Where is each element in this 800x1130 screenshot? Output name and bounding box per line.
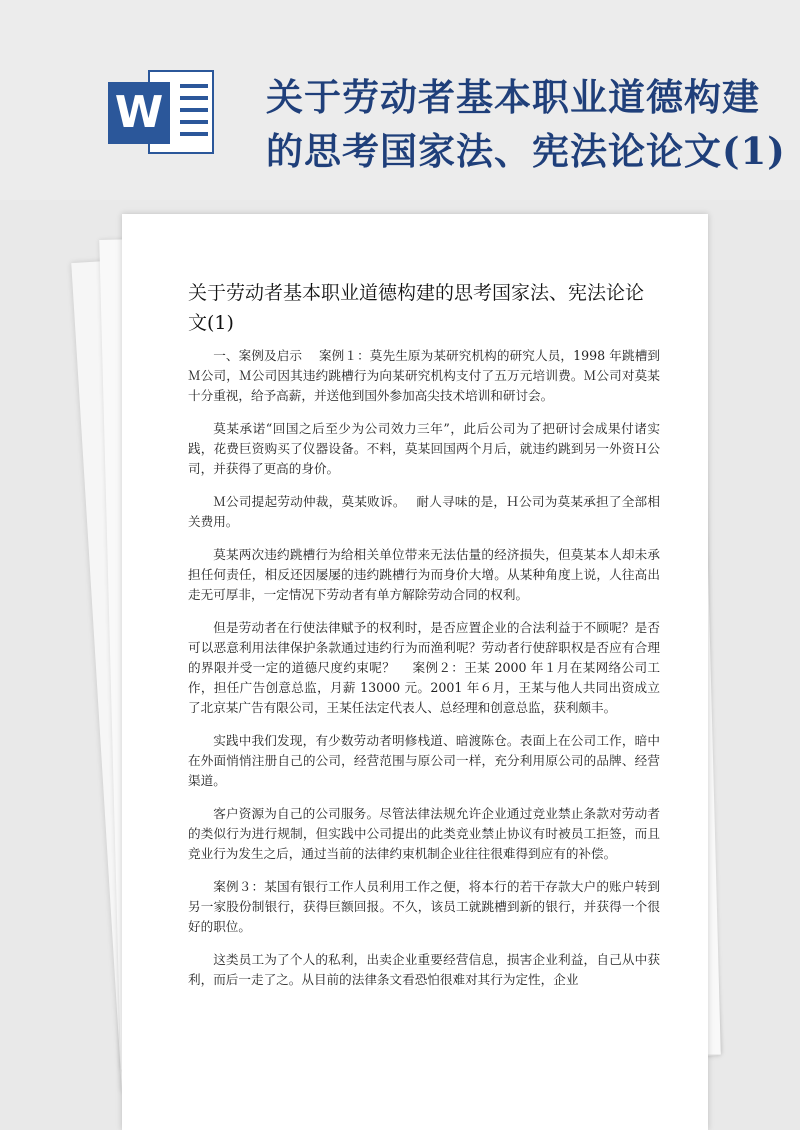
document-page	[122, 214, 708, 1130]
document-title: 关于劳动者基本职业道德构建的思考国家法、宪法论论文(1)	[188, 282, 645, 334]
paragraph-7: 客户资源为自己的公司服务。尽管法律法规允许企业通过竞业禁止条款对劳动者的类似行为进行规制，但实践中公司提出的此类竞业禁止协议有时被员工拒签，而且竞业行为发生之后，通过当前的法律约束机制企业往往很难得到应有的补偿。	[188, 806, 660, 861]
paragraph-8: 案例３：某国有银行工作人员利用工作之便，将本行的若干存款大户的账户转到另一家股份制银行，获得巨额回报。不久，该员工就跳槽到新的银行，并获得一个很好的职位。	[188, 879, 660, 934]
paragraph-9: 这类员工为了个人的私利，出卖企业重要经营信息，损害企业利益，自己从中获利，而后一走了之。从目前的法律条文看恐怕很难对其行为定性，企业	[188, 952, 660, 987]
paragraph-6: 实践中我们发现，有少数劳动者明修栈道、暗渡陈仓。表面上在公司工作，暗中在外面悄悄注册自己的公司，经营范围与原公司一样，充分利用原公司的品牌、经营渠道。	[188, 733, 660, 788]
banner	[0, 0, 800, 200]
paragraph-2: 莫某承诺“回国之后至少为公司效力三年”，此后公司为了把研讨会成果付诸实践，花费巨资购买了仪器设备。不料，莫某回国两个月后，就违约跳到另一外资Ｈ公司，并获得了更高的身价。	[188, 421, 660, 476]
document-body	[188, 346, 660, 1003]
word-letter-badge: W	[108, 82, 170, 144]
paragraph-5: 但是劳动者在行使法律赋予的权利时，是否应置企业的合法利益于不顾呢？是否可以恶意利用法律保护条款通过违约行为而渔利呢？劳动者行使辞职权是否应有合理的界限并受一定的道德尺度约束呢？ 案例２：王某 2000 年１月在某网络公司工作，担任广告创意总监，月薪 13000 元。2001 年６月，王某与他人共同出资成立了北京某广告有限公司，王某任法定代表人、总经理和创意总监，获利颇丰。	[188, 620, 660, 715]
paragraph-4: 莫某两次违约跳槽行为给相关单位带来无法估量的经济损失，但莫某本人却未承担任何责任，相反还因屡屡的违约跳槽行为而身价大增。从某种角度上说，人往高出走无可厚非，一定情况下劳动者有单方解除劳动合同的权利。	[188, 547, 660, 602]
paragraph-1: 一、案例及启示 案例１：莫先生原为某研究机构的研究人员，1998 年跳槽到Ｍ公司，Ｍ公司因其违约跳槽行为向某研究机构支付了五万元培训费。Ｍ公司对莫某十分重视，给予高薪，并送他到国外参加高尖技术培训和研讨会。	[188, 348, 660, 403]
word-document-icon	[108, 62, 218, 162]
paragraph-3: Ｍ公司提起劳动仲裁，莫某败诉。 耐人寻味的是，Ｈ公司为莫某承担了全部相关费用。	[188, 494, 660, 529]
banner-title: 关于劳动者基本职业道德构建的思考国家法、宪法论论文(1)	[266, 75, 786, 173]
